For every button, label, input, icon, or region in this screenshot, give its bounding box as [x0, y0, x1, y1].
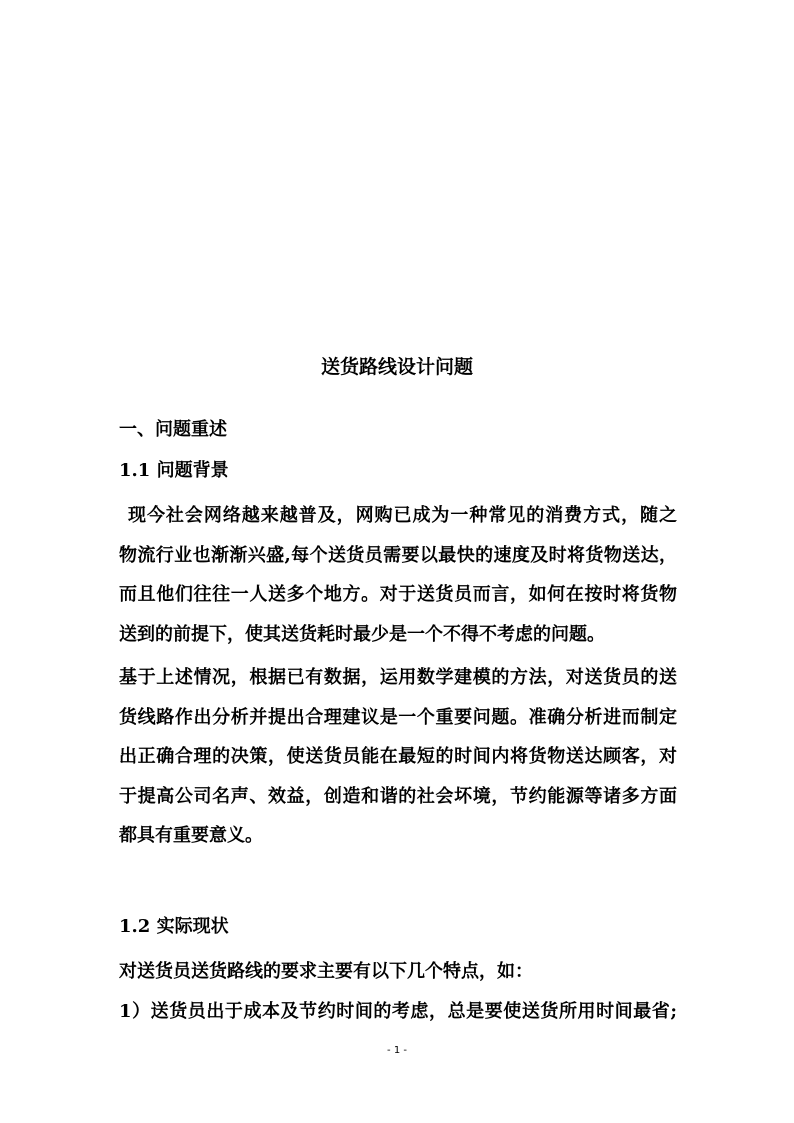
page-number: - 1 -	[387, 1045, 407, 1056]
paragraph-line: 于提高公司名声、效益，创造和谐的社会坏境，节约能源等诸多方面	[119, 785, 677, 807]
paragraph-line: 1）送货员出于成本及节约时间的考虑，总是要使送货所用时间最省;	[119, 1000, 677, 1022]
section-heading-1: 一、问题重述	[119, 419, 227, 440]
paragraph-status	[119, 952, 677, 1031]
paragraph-line: 送到的前提下，使其送货耗时最少是一个不得不考虑的问题。	[119, 623, 605, 645]
paragraph-line: 而且他们往往一人送多个地方。对于送货员而言，如何在按时将货物	[119, 584, 677, 605]
subsection-heading-1-1: 1.1 问题背景	[119, 460, 229, 481]
paragraph-line: 对送货员送货路线的要求主要有以下几个特点，如：	[119, 961, 533, 982]
paragraph-background-2	[119, 658, 677, 856]
paragraph-line: 物流行业也渐渐兴盛,每个送货员需要以最快的速度及时将货物送达，	[119, 544, 677, 566]
paragraph-line: 都具有重要意义。	[119, 825, 263, 846]
paragraph-line: 现今社会网络越来越普及，网购已成为一种常见的消费方式，随之	[128, 505, 677, 526]
paragraph-line: 出正确合理的决策，使送货员能在最短的时间内将货物送达顾客，对	[119, 746, 677, 767]
paragraph-background-1	[119, 496, 677, 654]
paragraph-line: 基于上述情况，根据已有数据，运用数学建模的方法，对送货员的送	[119, 667, 677, 688]
paragraph-line: 货线路作出分析并提出合理建议是一个重要问题。准确分析进而制定	[119, 706, 677, 728]
document-title: 送货路线设计问题	[320, 356, 473, 378]
subsection-heading-1-2: 1.2 实际现状	[119, 916, 229, 937]
